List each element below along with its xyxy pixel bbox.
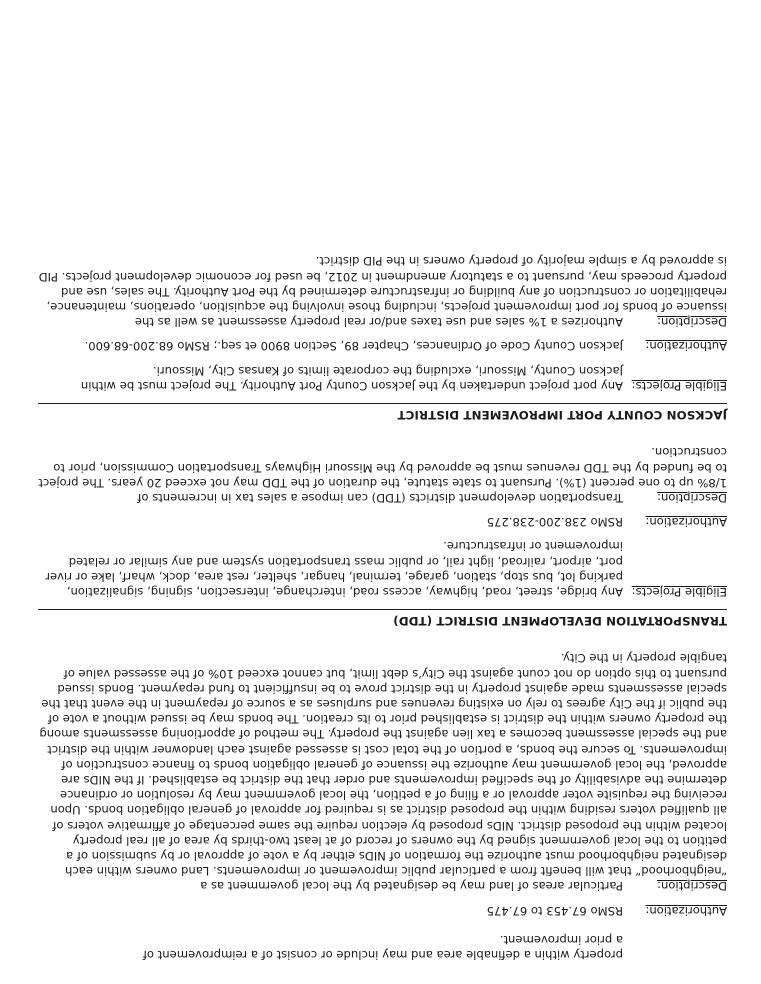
tdd-description-label: Description: bbox=[657, 490, 727, 505]
tdd-heading: TRANSPORTATION DEVELOPMENT DISTRICT (TDD) bbox=[38, 609, 727, 628]
port-eligible-row bbox=[38, 363, 727, 393]
tdd-description-body: 1/8% up to one percent (1%). Pursuant to state statute, the duration of the TDD may not exceed 20 years. The project to be funded by the TDD revenues must be approved by the Missouri Highways Transportation Commission, prior to construction. bbox=[38, 445, 727, 490]
port-eligible-label: Eligible Projects: bbox=[631, 378, 727, 393]
tdd-authorization-row bbox=[38, 514, 727, 529]
nid-authorization-label: Authorization: bbox=[645, 903, 727, 918]
port-authorization-row bbox=[38, 338, 727, 353]
port-description-first-line: Authorizes a 1% sales and use taxes and/or real property assessment as well as the bbox=[134, 315, 623, 330]
continuation-line-1: property within a definable area and may include or consist of a reimprovement of bbox=[142, 948, 623, 962]
tdd-description-row bbox=[38, 490, 727, 505]
tdd-authorization-value: RSMo 238.200-238.275 bbox=[486, 515, 623, 530]
tdd-eligible-label: Eligible Projects: bbox=[631, 584, 727, 599]
continuation-paragraph bbox=[38, 932, 727, 962]
tdd-description-first-line: Transportation development districts (TDD) can impose a sales tax in increments of bbox=[137, 490, 623, 505]
nid-description-body: “neighborhood” that will benefit from a particular public improvement or improvements. Land owners within each designated neighborhood must authorize the formation of NIDs either by a vote of approval or by submission of a petition to the local government signed by the owners of record of at least two-thirds by area of all real property located within the proposed district. NIDs proposed by election require the same percentage of affirmative voters of all qualified voters residing within the proposed district as is required for approval of general obligation bonds. Upon receiving the requisite voter approval or a filing of a petition, the local government may by resolution or ordinance determine the advisability of the specified improvements and order that the district be established. If the NIDs are approved, the local government may authorize the issuance of general obligation bonds to finance construction of improvements. To secure the bonds, a portion of the total cost is assessed against each landowner within the district and the special assessment becomes a tax lien against the property. The method of apportioning assessments among the property owners within the district is established prior to its creation. The bonds may be issued without a vote of the public if the City agrees to rely on existing revenues and surpluses as a source of repayment in the event that the special assessments made against property in the district prove to be insufficient to fund repayment. Bonds issued pursuant to this option do not count against the City’s debt limit, but cannot exceed 10% of the assessed value of tangible property in the City. bbox=[39, 651, 727, 879]
port-authorization-value: Jackson County Code of Ordinances, Chapter 89, Section 8900 et seq.; RSMo 68.200-68.600. bbox=[84, 339, 623, 354]
tdd-eligible-value: Any bridge, street, road, highway, access road, interchange, intersection, signing, signalization, parking lot, bus stop, station, garage, terminal, hangar, shelter, rest area, dock, wharf, lake or river port, airport, railroad, light rail, or public mass transportation system and any similar or related improvement or infrastructure. bbox=[45, 539, 623, 599]
port-description-body: issuance of bonds for port improvement projects, including those involving the acquisition, operations, maintenance, rehabilitation or construction of any building or infrastructure determined by the Port Authority. The sales, use and property proceeds may, pursuant to a statutory amendment in 2012, be used for economic development projects. PID is approved by a simple majority of property owners in the PID district. bbox=[38, 254, 727, 315]
tdd-authorization-label: Authorization: bbox=[645, 515, 727, 530]
port-description-label: Description: bbox=[657, 315, 727, 330]
nid-authorization-row bbox=[38, 902, 727, 917]
nid-description-label: Description: bbox=[657, 879, 727, 894]
port-eligible-value: Any port project undertaken by the Jackson County Port Authority. The project must be within Jackson County, Missouri, excluding the corporate limits of Kansas City, Missouri. bbox=[80, 363, 623, 393]
nid-description-row bbox=[38, 878, 727, 893]
port-authorization-label: Authorization: bbox=[645, 339, 727, 354]
port-description-row bbox=[38, 314, 727, 329]
nid-description-first-line: Particular areas of land may be designated by the local government as a bbox=[200, 879, 623, 894]
tdd-eligible-row bbox=[38, 538, 727, 599]
nid-authorization-value: RSMo 67.453 to 67.475 bbox=[486, 903, 623, 918]
continuation-line-2: a prior improvement. bbox=[499, 932, 623, 947]
port-heading: JACKSON COUNTY PORT IMPROVEMENT DISTRICT bbox=[38, 403, 727, 422]
